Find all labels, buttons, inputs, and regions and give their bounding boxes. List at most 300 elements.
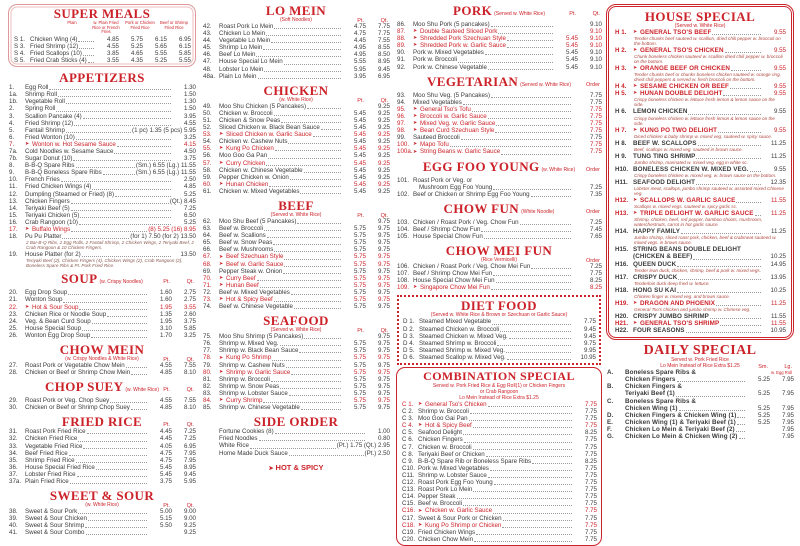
item-number: 102. bbox=[397, 190, 410, 198]
price: 5.15 bbox=[159, 515, 172, 523]
item-name: Shrimp Roll bbox=[25, 91, 57, 99]
item-number: 1. bbox=[9, 84, 15, 92]
hot-spicy-icon: ➤ bbox=[219, 354, 224, 361]
item-name: House Special Chow Mei Fun bbox=[413, 277, 495, 285]
item-name: Fried Chicken Wings (4) bbox=[25, 183, 92, 191]
item-name: Shredded Pork w. Garlic Sauce bbox=[420, 42, 506, 50]
item-number: 38. bbox=[9, 508, 18, 516]
menu-item bbox=[8, 113, 196, 120]
menu-item bbox=[202, 110, 390, 117]
dotted-leader bbox=[114, 153, 171, 154]
price: 9.75 bbox=[377, 361, 390, 369]
item-name: Fried Wonton (10) bbox=[25, 133, 75, 141]
item-name: Roast Pork Egg Foo Young bbox=[418, 479, 493, 487]
price: 10.25 bbox=[770, 253, 786, 261]
item-name: Steamed Mixed Vegetable bbox=[419, 318, 492, 326]
price: 2.75 bbox=[183, 296, 196, 304]
price: 9.75 bbox=[583, 339, 596, 347]
price: 5.25 bbox=[757, 376, 770, 384]
dotted-leader bbox=[461, 139, 571, 140]
price: 7.95 bbox=[781, 376, 794, 384]
menu-item bbox=[614, 127, 786, 134]
hot-spicy-icon: ➤ bbox=[418, 521, 423, 528]
menu-item bbox=[614, 90, 786, 97]
item-number: C 4. bbox=[402, 422, 414, 430]
menu-item bbox=[202, 152, 390, 159]
item-number: 72. bbox=[203, 288, 212, 296]
price: 7.95 bbox=[781, 425, 794, 433]
menu-item bbox=[202, 362, 390, 369]
price-column-label: Pt. bbox=[163, 503, 170, 510]
item-number: C16. bbox=[402, 507, 416, 515]
item-name: Veg. & Bean Curd Soup bbox=[25, 317, 91, 325]
menu-item bbox=[8, 134, 196, 141]
dotted-leader bbox=[103, 174, 135, 175]
menu-item bbox=[401, 507, 597, 514]
item-description: Crispy boneless chicken w. lettuce fresh lemon & lemon sauce on the side. bbox=[634, 97, 775, 108]
menu-item bbox=[202, 435, 390, 442]
item-description: Tender chunks beef or chunks boneless chicken sauteed w. orange ring, dried chili peppers & served w. fresh broccoli on the bottom. bbox=[634, 72, 781, 83]
price: 5.75 bbox=[353, 274, 366, 282]
price: 5.75 bbox=[353, 232, 366, 240]
price: 9.10 bbox=[589, 21, 602, 28]
menu-item bbox=[202, 44, 390, 51]
price: 5.55 bbox=[178, 57, 191, 65]
item-number: 78. bbox=[203, 354, 212, 362]
menu-item bbox=[202, 383, 390, 390]
menu-item bbox=[614, 261, 786, 268]
dotted-leader bbox=[677, 381, 746, 382]
dotted-leader bbox=[87, 433, 147, 434]
price: 6.95 bbox=[178, 35, 191, 43]
menu-item bbox=[8, 226, 196, 233]
dotted-leader bbox=[476, 534, 572, 535]
hot-spicy-icon: ➤ bbox=[219, 296, 224, 303]
item-number: 33. bbox=[9, 442, 18, 450]
menu-item bbox=[8, 435, 196, 442]
menu-item bbox=[202, 442, 390, 449]
price-column-headers bbox=[146, 503, 194, 509]
menu-item bbox=[606, 426, 794, 433]
hot-spicy-icon: ➤ bbox=[633, 65, 638, 72]
item-description: Crispy boneless chicken w. lettuce fresh lemon & lemon sauce on the side. bbox=[634, 115, 775, 126]
dotted-leader bbox=[280, 345, 342, 346]
dotted-leader bbox=[464, 442, 572, 443]
price: 5.45 bbox=[565, 49, 578, 57]
menu-item bbox=[396, 226, 602, 233]
item-name: Cold Noodles w. Sesame Sauce bbox=[25, 148, 114, 155]
item-name: Pepper Steak w. Onion bbox=[219, 267, 283, 275]
item-name: B-B-Q Spare Rib or Boneless Spare Ribs bbox=[418, 457, 532, 465]
item-description: Tender lean duck, chicken, shrimp, beef & pork w. mixed vegs. bbox=[634, 267, 761, 273]
dotted-leader bbox=[509, 338, 571, 339]
price: 7.75 bbox=[589, 141, 602, 149]
dotted-leader bbox=[677, 266, 761, 267]
menu-item bbox=[8, 318, 196, 325]
menu-item bbox=[614, 140, 786, 147]
price: 5.25 bbox=[130, 42, 143, 50]
menu-item bbox=[401, 451, 597, 458]
menu-item-line2 bbox=[606, 405, 794, 412]
price: 7.75 bbox=[584, 479, 597, 487]
dotted-leader bbox=[532, 463, 572, 464]
menu-item bbox=[401, 472, 597, 479]
price: 7.95 bbox=[781, 411, 794, 419]
price: 7.75 bbox=[584, 450, 597, 458]
price: 9.45 bbox=[583, 332, 596, 340]
item-name: Scallion Pancake (4) bbox=[25, 112, 82, 120]
hot-spicy-icon: ➤ bbox=[219, 180, 224, 187]
price: 8.95 bbox=[183, 463, 196, 471]
price-column-label: Qt. bbox=[592, 11, 600, 17]
price: 9.55 bbox=[773, 126, 786, 134]
item-name: Vegetable Roll bbox=[25, 98, 65, 106]
price: 9.25 bbox=[183, 522, 196, 530]
price-column-label: Pt. bbox=[163, 356, 170, 363]
dotted-leader bbox=[79, 309, 147, 310]
item-number: C14. bbox=[402, 493, 416, 501]
price: 9.75 bbox=[377, 253, 390, 261]
item-number: 60. bbox=[203, 180, 212, 188]
item-name: Fortune Cookies (8) bbox=[219, 428, 274, 436]
price: 7.95 bbox=[183, 449, 196, 457]
price: 7.65 bbox=[589, 232, 602, 240]
price: 11.25 bbox=[770, 152, 786, 160]
item-name: Seafood Delight bbox=[418, 429, 463, 437]
menu-item bbox=[202, 232, 390, 239]
menu-item bbox=[8, 515, 196, 522]
menu-item bbox=[202, 268, 390, 275]
item-number: H22. bbox=[615, 327, 629, 335]
price: 5.45 bbox=[565, 56, 578, 64]
menu-item bbox=[396, 99, 602, 106]
menu-item bbox=[614, 47, 786, 54]
price: 5.45 bbox=[353, 166, 366, 174]
dotted-leader bbox=[274, 115, 341, 116]
item-number: 34. bbox=[9, 449, 18, 457]
menu-item bbox=[401, 429, 597, 436]
item-number: H18. bbox=[615, 286, 629, 294]
item-number: 85. bbox=[203, 404, 212, 412]
item-name: Moo Goo Gai Pan bbox=[418, 415, 468, 423]
price-column-label: Pt. bbox=[357, 18, 364, 24]
menu-item bbox=[202, 253, 390, 260]
dotted-leader bbox=[321, 129, 341, 130]
price-column-label: Pt. bbox=[163, 279, 170, 286]
price-column-headers bbox=[146, 387, 194, 393]
item-name: Shrimp Lo Mein bbox=[219, 44, 263, 52]
menu-item bbox=[402, 326, 596, 333]
menu-item bbox=[202, 289, 390, 296]
item-name: Lobster Lo Mein bbox=[219, 65, 264, 73]
price: 3.25 bbox=[183, 133, 196, 141]
item-number: H 5. bbox=[615, 90, 627, 98]
item-description: Teriyaki Beef (2), Chicken Fingers (4), Chicken Wings (2), Crab Rangoon (2), Boneless Spare Ribs & Pt. Pork Fried Rice. bbox=[26, 258, 183, 269]
menu-item bbox=[202, 376, 390, 383]
menu-item bbox=[202, 117, 390, 124]
price: 3.75 bbox=[183, 155, 196, 163]
dotted-leader bbox=[58, 96, 171, 97]
section-beef bbox=[202, 199, 390, 310]
item-number: H 8. bbox=[615, 139, 627, 147]
price: 5.45 bbox=[353, 152, 366, 160]
item-name: Shrimp w. Snow Peas bbox=[219, 382, 280, 390]
section-subtitle: Served w. Pork Fried Rice bbox=[671, 357, 729, 364]
legend-text: HOT & SPICY bbox=[275, 462, 324, 472]
price: 5.75 bbox=[353, 397, 366, 405]
item-number: C 2. bbox=[402, 408, 414, 416]
item-name: Beef or Chicken or Shrimp Egg Foo Young bbox=[413, 190, 530, 198]
menu-item bbox=[396, 42, 602, 49]
item-number: C20. bbox=[402, 535, 416, 543]
dotted-leader bbox=[289, 395, 341, 396]
item-number: D 5. bbox=[403, 346, 415, 354]
section-soup bbox=[8, 272, 196, 339]
item-name: Pepper Steak bbox=[418, 493, 456, 501]
section-title: VEGETARIAN (Served w. White Rice) bbox=[426, 73, 572, 89]
item-name: Fried Shrimp (12) bbox=[30, 42, 79, 50]
price: 5.00 bbox=[159, 508, 172, 516]
item-name: SCALLOPS W. GARLIC SAUCE bbox=[640, 197, 736, 205]
item-name: Moo Goo Ga Pan bbox=[219, 152, 268, 160]
item-name: Shrimp w. Chinese Vegetable bbox=[219, 404, 300, 412]
menu-item bbox=[8, 404, 196, 411]
price-column-label: Beef or Shrimp Fried Rice bbox=[160, 20, 188, 30]
item-number: D 4. bbox=[403, 339, 415, 347]
menu-item bbox=[8, 127, 196, 134]
section-appetizers bbox=[8, 71, 196, 268]
section-title: CHOW MEI FUN bbox=[445, 243, 553, 259]
menu-item bbox=[202, 37, 390, 44]
menu-item bbox=[202, 347, 390, 354]
price: 9.55 bbox=[773, 83, 786, 91]
item-number: S 4. bbox=[14, 49, 26, 57]
price: 9.55 bbox=[773, 29, 786, 36]
section-side-order bbox=[202, 415, 390, 456]
dotted-leader bbox=[496, 125, 571, 126]
menu-item bbox=[8, 522, 196, 529]
dotted-leader bbox=[267, 237, 341, 238]
price: 7.25 bbox=[183, 204, 196, 212]
item-name: B-B-Q Boneless Spare Ribs bbox=[25, 169, 102, 177]
section-title: CHOW FUN (White Noodle) bbox=[443, 200, 555, 216]
item-description: General Tso's chicken and jumbo shrimp w. Chinese veg. bbox=[634, 306, 751, 312]
hot-spicy-icon: ➤ bbox=[413, 42, 418, 49]
item-number: 44. bbox=[203, 37, 212, 45]
price: 5.25 bbox=[154, 57, 167, 65]
item-name: Sauteed Broccoli bbox=[413, 134, 460, 142]
item-name: Chicken or Beef or Shrimp Chop Suey bbox=[25, 404, 130, 412]
price: 4.45 bbox=[353, 37, 366, 45]
item-name: Boneless Spare Ribs & bbox=[625, 397, 697, 405]
item-number: 28. bbox=[9, 369, 18, 377]
menu-item bbox=[8, 219, 196, 226]
item-number: 1b. bbox=[9, 98, 18, 106]
item-name: Chicken or Beef or Shrimp Chow Mein bbox=[25, 369, 131, 377]
menu-item bbox=[614, 29, 786, 36]
menu-item bbox=[396, 263, 602, 270]
price: (for 1) 7.50 (for 2) 13.50 bbox=[130, 233, 196, 241]
dotted-leader bbox=[686, 332, 761, 333]
item-number: D 2. bbox=[403, 325, 415, 333]
price: 5.25 bbox=[757, 418, 770, 426]
dotted-leader bbox=[291, 294, 341, 295]
item-number: 7b. bbox=[9, 155, 18, 163]
dotted-leader bbox=[68, 294, 147, 295]
price: 9.75 bbox=[377, 296, 390, 303]
price: 5.85 bbox=[183, 324, 196, 332]
item-number: S 1. bbox=[14, 35, 26, 43]
item-name: Egg Drop Soup bbox=[25, 289, 68, 297]
menu-item bbox=[402, 347, 596, 354]
hot-spicy-icon: ➤ bbox=[418, 422, 423, 429]
item-name: Sweet & Sour Pork bbox=[25, 508, 78, 516]
menu-item bbox=[396, 92, 602, 99]
price: 7.25 bbox=[589, 218, 602, 226]
price: 1.95 bbox=[159, 303, 172, 311]
item-number: H17. bbox=[615, 273, 629, 281]
item-name: STRING BEANS DOUBLE DELIGHT bbox=[633, 246, 742, 254]
item-name: Curry Chicken bbox=[226, 159, 266, 167]
dotted-leader bbox=[280, 388, 341, 389]
price: 7.75 bbox=[589, 120, 602, 128]
price: 5.55 bbox=[154, 49, 167, 57]
price-column-label: Qt. bbox=[186, 387, 194, 394]
section-title: CHOW MEIN bbox=[59, 341, 145, 357]
item-name: HAPPY FAMILY bbox=[633, 228, 681, 236]
item-name: Wonton Soup bbox=[25, 296, 63, 304]
price: 4.35 bbox=[130, 57, 143, 65]
item-name: Hot & Spicy Beef bbox=[226, 296, 273, 303]
item-name-line2: Chicken Fingers bbox=[625, 376, 676, 384]
menu-item bbox=[606, 433, 794, 440]
item-number: 10. bbox=[9, 176, 18, 184]
dotted-leader bbox=[488, 69, 553, 70]
price: 5.45 bbox=[159, 463, 172, 471]
item-number: 23. bbox=[9, 310, 18, 318]
dotted-leader bbox=[275, 150, 341, 151]
price: 5.65 bbox=[154, 42, 167, 50]
item-name: Beef w. Scallions bbox=[219, 232, 266, 240]
menu-item bbox=[202, 167, 390, 174]
price-column-headers bbox=[146, 279, 194, 285]
price-column-headers bbox=[570, 167, 600, 173]
dotted-leader bbox=[463, 505, 572, 506]
hot-spicy-legend bbox=[202, 463, 390, 472]
item-name: Roast Pork Lo Mein bbox=[219, 23, 274, 30]
item-name: Sliced Chicken w. Garlic Sauce bbox=[226, 131, 312, 139]
section-title: HOUSE SPECIAL bbox=[644, 9, 756, 24]
item-number: 36. bbox=[9, 463, 18, 471]
item-name: Mapo Tofu bbox=[420, 141, 449, 149]
item-name: Steamed Chicken w. Broccoli bbox=[419, 325, 500, 333]
dotted-leader bbox=[723, 95, 761, 96]
dotted-leader bbox=[79, 48, 94, 49]
hot-spicy-icon: ➤ bbox=[633, 126, 638, 133]
menu-item bbox=[396, 270, 602, 277]
dotted-leader bbox=[250, 448, 336, 449]
item-number: H 4. bbox=[615, 83, 627, 91]
dotted-leader bbox=[79, 224, 171, 225]
dotted-leader bbox=[115, 196, 171, 197]
dotted-leader bbox=[696, 184, 761, 185]
menu-item bbox=[13, 57, 191, 64]
price: 7.75 bbox=[589, 134, 602, 142]
price: 3.75 bbox=[159, 478, 172, 485]
item-description: Tender chunks beef sauteed w. scallion, dried chili pepper w. broccoli on the bottom. bbox=[634, 36, 781, 47]
item-number: 90. bbox=[397, 49, 406, 57]
section-subtitle: (w. White Rice) bbox=[541, 166, 576, 173]
menu-item bbox=[396, 56, 602, 63]
menu-item bbox=[202, 23, 390, 30]
dotted-leader bbox=[286, 367, 341, 368]
price: 4.55 bbox=[106, 42, 119, 50]
price-column-label: Pork or Chicken Fried Rice bbox=[125, 20, 155, 30]
item-name: House Special Soup bbox=[25, 324, 82, 332]
price: 5.75 bbox=[353, 267, 366, 275]
item-name: BONELESS CHICKEN W. MIXED VEG. bbox=[633, 165, 749, 173]
menu-item bbox=[202, 239, 390, 246]
item-number: 49. bbox=[203, 102, 212, 110]
menu-item bbox=[396, 113, 602, 120]
item-number: H 2. bbox=[615, 47, 627, 55]
item-name: Singapore Chow Mei Fun bbox=[420, 284, 490, 292]
section-title: FRIED RICE bbox=[61, 414, 143, 430]
dotted-leader bbox=[313, 136, 341, 137]
price: 6.95 bbox=[377, 72, 390, 80]
item-number: C10. bbox=[402, 464, 416, 472]
menu-item bbox=[396, 284, 602, 291]
item-number: 29. bbox=[9, 397, 18, 405]
dotted-leader bbox=[493, 275, 571, 276]
menu-item bbox=[402, 354, 596, 361]
item-number: S 5. bbox=[14, 57, 26, 65]
price: 7.25 bbox=[589, 263, 602, 271]
price: 9.25 bbox=[377, 166, 390, 174]
section-title: EGG FOO YOUNG (w. White Rice) bbox=[422, 158, 576, 174]
item-name: Hunan Beef bbox=[226, 281, 259, 289]
price: 9.10 bbox=[589, 56, 602, 64]
price-column-label: Qt. bbox=[186, 422, 194, 429]
price: 5.25 bbox=[183, 218, 196, 226]
item-number: 48a. bbox=[203, 72, 216, 80]
menu-item bbox=[402, 333, 596, 340]
price: 9.10 bbox=[589, 63, 602, 71]
menu-item bbox=[396, 49, 602, 56]
item-number: 74. bbox=[203, 303, 212, 311]
item-name: Sweet & Sour Chicken bbox=[25, 515, 87, 523]
section-subtitle: (w. White Rice) bbox=[125, 387, 159, 394]
menu-item bbox=[614, 287, 786, 294]
hot-spicy-icon: ➤ bbox=[219, 159, 224, 166]
menu-item bbox=[8, 148, 196, 155]
menu-item bbox=[396, 177, 602, 184]
menu-item bbox=[401, 444, 597, 451]
price: 9.75 bbox=[377, 375, 390, 383]
price: 5.45 bbox=[353, 173, 366, 181]
section-combination-special bbox=[396, 367, 602, 546]
item-number: H19. bbox=[615, 299, 629, 307]
dotted-leader bbox=[507, 359, 571, 360]
menu-item bbox=[8, 450, 196, 457]
item-name: Chicken Wing (1) & Teriyaki Beef (1) bbox=[625, 418, 736, 426]
item-number: H10. bbox=[615, 165, 629, 173]
price: 7.75 bbox=[377, 30, 390, 38]
price: 9.75 bbox=[377, 354, 390, 362]
item-number: 1a. bbox=[9, 91, 18, 99]
item-number: 87. bbox=[397, 28, 406, 36]
item-name: GENERAL TSO'S SHRIMP bbox=[640, 319, 720, 327]
